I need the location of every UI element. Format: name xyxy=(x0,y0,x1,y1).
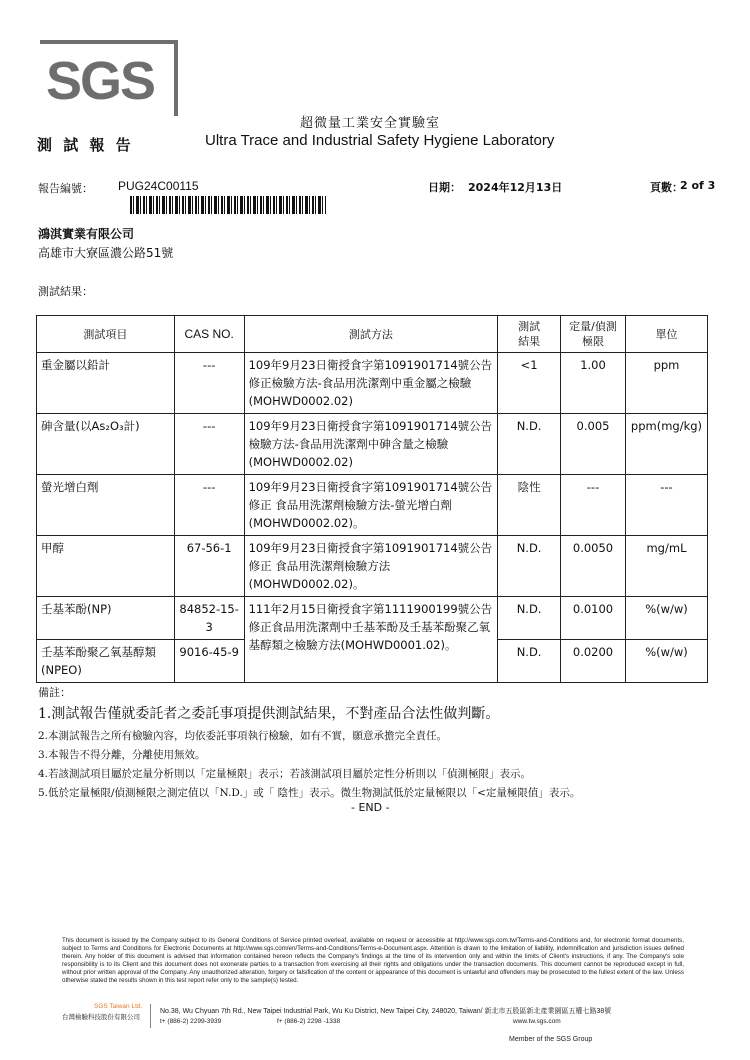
row-cas: 67-56-1 xyxy=(174,536,244,597)
footer-fax: f+ (886-2) 2298 -1338 xyxy=(277,1018,341,1025)
footer-tel: t+ (886-2) 2299-3939 xyxy=(160,1018,222,1025)
client-address: 高雄市大寮區濃公路51號 xyxy=(38,246,174,260)
table-row xyxy=(37,597,708,640)
table-row xyxy=(37,536,708,597)
notes-label: 備註： xyxy=(38,686,71,699)
page-value: 2 of 3 xyxy=(680,179,716,192)
row-result: 陰性 xyxy=(498,475,561,536)
row-item: 壬基苯酚(NP) xyxy=(37,597,175,640)
logo-text: SGS xyxy=(46,51,155,111)
row-method: 109年9月23日衛授食字第1091901714號公告修正 食品用洗潔劑檢驗方法-螢光增白劑(MOHWD0002.02)。 xyxy=(244,475,498,536)
date-label: 日期： xyxy=(428,181,461,194)
lab-name-zh: 超微量工業安全實驗室 xyxy=(300,116,441,131)
note-5: 5.低於定量極限/偵測極限之測定值以「N.D.」或「 陰性」表示。微生物測試低於定量極限以「<定量極限值」表示。 xyxy=(38,787,581,799)
row-limit: 0.0200 xyxy=(561,640,626,683)
row-cas: --- xyxy=(174,414,244,475)
end-marker: - END - xyxy=(351,801,390,814)
footer-address: No.38, Wu Chyuan 7th Rd., New Taipei Industrial Park, Wu Ku District, New Taipei City, 248020, Taiwan/ 新北市五股區新北產業園區五權七路38號 xyxy=(160,1008,612,1015)
row-item: 壬基苯酚聚乙氧基醇類(NPEO) xyxy=(37,640,175,683)
row-result: N.D. xyxy=(498,640,561,683)
row-unit: ppm xyxy=(625,353,707,414)
note-1: 1.測試報告僅就委託者之委託事項提供測試結果，不對產品合法性做判斷。 xyxy=(38,706,500,722)
report-no: PUG24C00115 xyxy=(118,179,199,193)
note-4: 4.若該測試項目屬於定量分析則以「定量極限」表示；若該測試項目屬於定性分析則以「偵測極限」表示。 xyxy=(38,768,532,780)
sgs-logo xyxy=(40,40,180,124)
row-unit: --- xyxy=(625,475,707,536)
lab-name-en: Ultra Trace and Industrial Safety Hygiene Laboratory xyxy=(205,132,555,149)
report-label: 測 試 報 告 xyxy=(37,136,134,154)
row-item: 重金屬以鉛計 xyxy=(37,353,175,414)
header-method: 測試方法 xyxy=(244,316,498,353)
row-method: 109年9月23日衛授食字第1091901714號公告修正檢驗方法-食品用洗潔劑中重金屬之檢驗(MOHWD0002.02) xyxy=(244,353,498,414)
date-value: 2024年12月13日 xyxy=(468,181,563,194)
row-result: <1 xyxy=(498,353,561,414)
row-cas: 9016-45-9 xyxy=(174,640,244,683)
header-unit: 單位 xyxy=(625,316,707,353)
row-unit: %(w/w) xyxy=(625,640,707,683)
row-result: N.D. xyxy=(498,414,561,475)
row-method: 109年9月23日衛授食字第1091901714號公告檢驗方法-食品用洗潔劑中砷含量之檢驗(MOHWD0002.02) xyxy=(244,414,498,475)
table-header-row xyxy=(37,316,708,353)
results-table xyxy=(36,315,708,683)
header-result: 測試 結果 xyxy=(498,316,561,353)
footer-member: Member of the SGS Group xyxy=(509,1036,593,1043)
row-limit: --- xyxy=(561,475,626,536)
footer-web: www.tw.sgs.com xyxy=(513,1018,561,1025)
header-item: 測試項目 xyxy=(37,316,175,353)
row-limit: 1.00 xyxy=(561,353,626,414)
row-item: 甲醇 xyxy=(37,536,175,597)
row-unit: ppm(mg/kg) xyxy=(625,414,707,475)
footer-company-en: SGS Taiwan Ltd. xyxy=(94,1003,143,1010)
footer-divider xyxy=(150,1004,151,1028)
table-row xyxy=(37,414,708,475)
row-cas: --- xyxy=(174,475,244,536)
results-label: 測試結果： xyxy=(38,285,93,298)
row-limit: 0.0100 xyxy=(561,597,626,640)
footer-disclaimer: This document is issued by the Company subject to its General Conditions of Service printed overleaf, available on request or accessible at http://www.sgs.com.tw/Terms-and-Conditions and, for electronic format documents, subject to Terms and Conditions for Electronic Documents at http://www.sgs.com/en/Terms-and-Conditions/Terms-e-Document.aspx. Attention is drawn to the limitation of liability, indemnification and jurisdiction issues defined therein. Any holder of this document is advised that information contained hereon reflects the Company's findings at the time of its intervention only and within the limits of Client's instructions, if any. The Company's sole responsibility is to its Client and this document does not exonerate parties to a transaction from exercising all their rights and obligations under the transaction documents. This document cannot be reproduced except in full, without prior written approval of the Company. Any unauthorized alteration, forgery or falsification of the content or appearance of this document is unlawful and offenders may be prosecuted to the fullest extent of the law. Unless otherwise stated the results shown in this test report refer only to the sample(s) tested. xyxy=(62,937,684,985)
row-result: N.D. xyxy=(498,597,561,640)
client-name: 鴻淇實業有限公司 xyxy=(38,227,135,241)
barcode xyxy=(130,196,326,214)
row-limit: 0.0050 xyxy=(561,536,626,597)
report-no-label: 報告編號： xyxy=(38,182,93,195)
row-unit: mg/mL xyxy=(625,536,707,597)
row-method: 109年9月23日衛授食字第1091901714號公告修正 食品用洗潔劑檢驗方法(MOHWD0002.02)。 xyxy=(244,536,498,597)
table-row xyxy=(37,353,708,414)
note-2: 2.本測試報告之所有檢驗內容，均依委託事項執行檢驗，如有不實，願意承擔完全責任。 xyxy=(38,730,448,742)
header-cas: CAS NO. xyxy=(174,316,244,353)
row-item: 砷含量(以As₂O₃計) xyxy=(37,414,175,475)
row-method: 111年2月15日衛授食字第1111900199號公告修正食品用洗潔劑中壬基苯酚及壬基苯酚聚乙氧基醇類之檢驗方法(MOHWD0001.02)。 xyxy=(244,597,498,683)
row-cas: 84852-15-3 xyxy=(174,597,244,640)
table-row xyxy=(37,475,708,536)
header-limit: 定量/偵測 極限 xyxy=(561,316,626,353)
row-result: N.D. xyxy=(498,536,561,597)
note-3: 3.本報告不得分離，分離使用無效。 xyxy=(38,749,206,761)
row-item: 螢光增白劑 xyxy=(37,475,175,536)
row-unit: %(w/w) xyxy=(625,597,707,640)
footer-company-zh: 台灣檢驗科技股份有限公司 xyxy=(62,1013,140,1021)
page-label: 頁數： xyxy=(650,181,683,194)
row-limit: 0.005 xyxy=(561,414,626,475)
row-cas: --- xyxy=(174,353,244,414)
